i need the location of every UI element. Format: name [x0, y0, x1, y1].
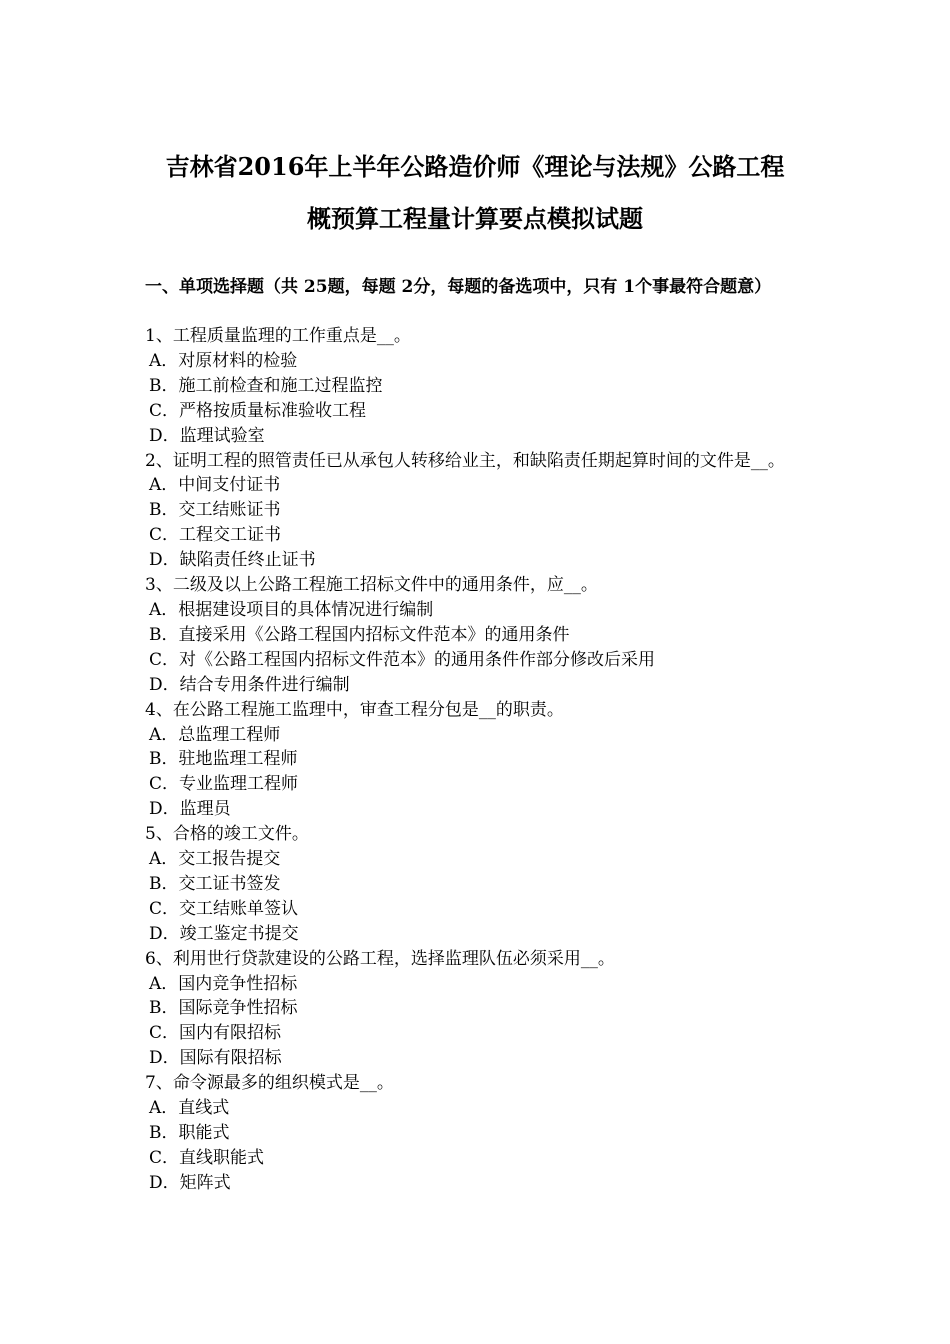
option-b: B．直接采用《公路工程国内招标文件范本》的通用条件 [149, 624, 570, 645]
option-b: B．职能式 [149, 1123, 230, 1143]
question-stem: 5、合格的竣工文件。 [145, 824, 309, 845]
question-7 [145, 1071, 810, 1196]
option-a: A．国内竞争性招标 [149, 973, 298, 994]
option-d: D．国际有限招标 [149, 1048, 282, 1069]
option-b: B．施工前检查和施工过程监控 [149, 375, 383, 396]
option-d: D．结合专用条件进行编制 [149, 674, 350, 695]
option-c: C．对《公路工程国内招标文件范本》的通用条件作部分修改后采用 [149, 649, 656, 670]
option-a: A．中间支付证书 [149, 475, 281, 496]
option-b: B．交工结账证书 [149, 500, 281, 521]
option-a: A．直线式 [149, 1098, 230, 1119]
question-4 [145, 698, 810, 823]
option-b: B．国际竞争性招标 [149, 998, 298, 1019]
option-c: C．国内有限招标 [149, 1023, 282, 1044]
option-d: D．缺陷责任终止证书 [149, 550, 316, 571]
option-c: C．严格按质量标准验收工程 [149, 400, 367, 421]
question-stem: 6、利用世行贷款建设的公路工程，选择监理队伍必须采用__。 [145, 948, 615, 969]
question-stem: 1、工程质量监理的工作重点是__。 [145, 326, 411, 346]
option-a: A．交工报告提交 [149, 849, 281, 870]
option-c: C．专业监理工程师 [149, 774, 299, 795]
question-stem: 4、在公路工程施工监理中，审查工程分包是__的职责。 [145, 699, 564, 720]
option-d: D．竣工鉴定书提交 [149, 923, 299, 944]
question-5 [145, 822, 810, 947]
option-a: A．对原材料的检验 [149, 350, 298, 371]
question-stem: 3、二级及以上公路工程施工招标文件中的通用条件，应__。 [145, 575, 598, 596]
page-title-line-2: 概预算工程量计算要点模拟试题 [307, 204, 643, 233]
option-c: C．直线职能式 [149, 1147, 265, 1168]
page-title-line-1: 吉林省2016年上半年公路造价师《理论与法规》公路工程 [165, 152, 785, 181]
question-2 [145, 449, 810, 574]
option-a: A．根据建设项目的具体情况进行编制 [149, 599, 434, 620]
option-a: A．总监理工程师 [149, 724, 281, 745]
question-list [145, 324, 810, 1196]
question-3 [145, 573, 810, 698]
question-6 [145, 947, 810, 1072]
option-b: B．交工证书签发 [149, 873, 281, 894]
option-d: D．监理员 [149, 799, 231, 820]
section-heading: 一、单项选择题（共 25题，每题 2分，每题的备选项中，只有 1个事最符合题意） [145, 277, 772, 297]
option-d: D．监理试验室 [149, 425, 265, 446]
question-stem: 7、命令源最多的组织模式是__。 [145, 1073, 394, 1094]
option-c: C．交工结账单签认 [149, 898, 299, 919]
question-1 [145, 324, 810, 449]
option-d: D．矩阵式 [149, 1172, 231, 1193]
option-b: B．驻地监理工程师 [149, 749, 298, 770]
question-stem: 2、证明工程的照管责任已从承包人转移给业主，和缺陷责任期起算时间的文件是__。 [145, 450, 785, 471]
option-c: C．工程交工证书 [149, 525, 282, 546]
